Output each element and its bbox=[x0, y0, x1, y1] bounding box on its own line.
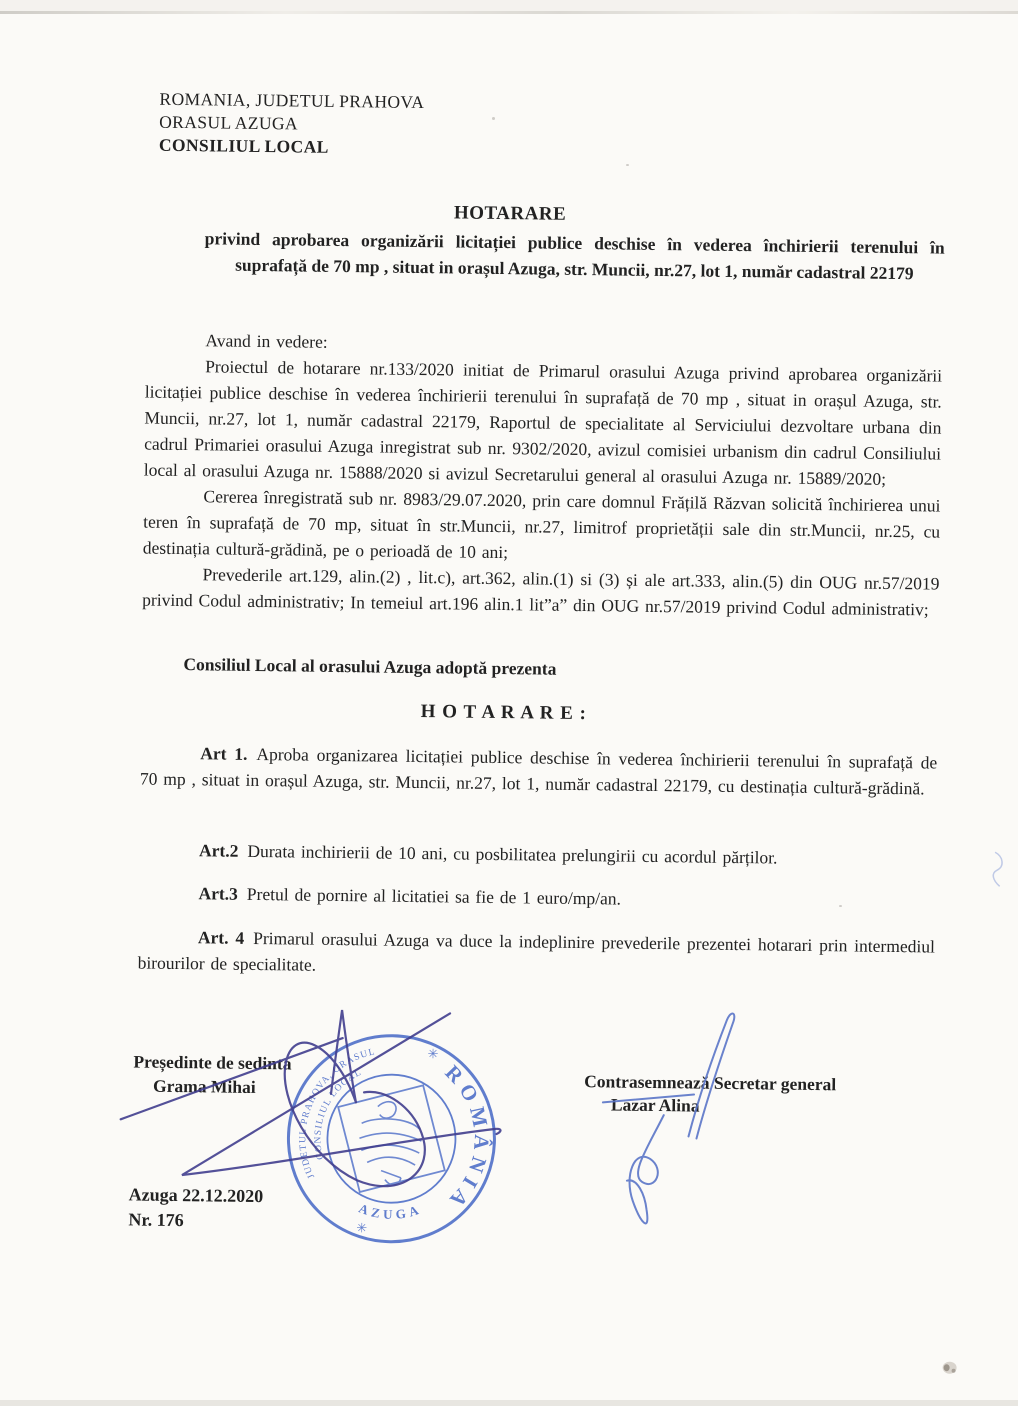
letterhead-country: ROMANIA, JUDETUL PRAHOVA bbox=[159, 88, 425, 113]
stamp-star-bottom: ✳ bbox=[356, 1220, 368, 1236]
stamp-arc-inner-text: CONSILIUL LOCAL bbox=[313, 1067, 364, 1161]
article-1-label: Art 1. bbox=[200, 743, 248, 764]
article-3-text: Pretul de pornire al licitatiei sa fie de 1 euro/mp/an. bbox=[246, 883, 622, 909]
document-subtitle: privind aprobarea organizării licitației publice deschise în vederea închirierii terenului în suprafață de 70 mp , situat in orașul Azuga, str. Muncii, nr.27, lot 1, număr cadastral 22179 bbox=[204, 228, 945, 284]
article-3 bbox=[138, 880, 935, 916]
adoption-line: Consiliul Local al orasului Azuga adoptă prezenta bbox=[183, 654, 557, 679]
article-2-label: Art.2 bbox=[198, 840, 239, 861]
article-3-label: Art.3 bbox=[198, 883, 239, 904]
footer-number: Nr. 176 bbox=[128, 1209, 184, 1231]
document-title: HOTARARE bbox=[453, 202, 567, 225]
president-signature bbox=[120, 1007, 502, 1187]
stamp-country-text: ROMÂNIA bbox=[440, 1060, 495, 1217]
letterhead-city: ORASUL AZUGA bbox=[159, 111, 299, 134]
article-1-text: Aproba organizarea licitației publice deschise în vederea închirierii terenului în suprafață de 70 mp , situat in orașul Azuga, str. Muncii, nr.27, lot 1, număr cadastral 22179, cu destinația cultură-grădină. bbox=[139, 743, 938, 799]
decision-heading: H O T A R A R E : bbox=[420, 701, 588, 725]
letterhead bbox=[159, 88, 425, 160]
preamble-paragraph: Cererea înregistrată sub nr. 8983/29.07.2020, prin care domnul Frățilă Răzvan solicită închirierea unui teren în suprafață de 70 mp, situat în str.Muncii, nr.27, limitrof proprietății sale din str.Muncii, nr.25, cu destinația cultură-grădină, pe o perioadă de 10 ani; bbox=[142, 486, 941, 563]
secretary-name: Lazar Alina bbox=[610, 1094, 700, 1116]
article-4-text: Primarul orasului Azuga va duce la indeplinire prevederile prezentei hotarari prin intermediul birourilor de specialitate. bbox=[137, 927, 936, 975]
preamble-intro: Avand in vedere: bbox=[205, 330, 328, 352]
preamble bbox=[142, 327, 943, 623]
article-2-text: Durata inchirierii de 10 ani, cu posbilitatea prelungirii cu acordul părților. bbox=[247, 840, 778, 868]
svg-text:CONSILIUL LOCAL bbox=[313, 1067, 364, 1161]
preamble-paragraph: Prevederile art.129, alin.(2) , lit.c), art.362, alin.(1) si (3) și ale art.333, alin.(5) din OUG nr.57/2019 privind Codul administrativ; In temeiul art.196 alin.1 lit”a” din OUG nr.57/2019 privind Codul administrativ; bbox=[142, 564, 940, 620]
footer-place-date: Azuga 22.12.2020 bbox=[128, 1184, 264, 1207]
letterhead-council: CONSILIUL LOCAL bbox=[158, 134, 329, 157]
pen-mark bbox=[993, 852, 1002, 886]
svg-text:AZUGA bbox=[357, 1200, 424, 1222]
article-4-label: Art. 4 bbox=[197, 927, 245, 948]
stamp-city-text: AZUGA bbox=[356, 1200, 425, 1222]
stamp-star-top: ✳ bbox=[427, 1046, 439, 1062]
svg-text:JUDETUL PRAHOVA, ORASUL bbox=[298, 1046, 377, 1180]
preamble-paragraph: Proiectul de hotarare nr.133/2020 initiat de Primarul orasului Azuga privind aprobarea organizării licitației publice deschise în vederea închirierii terenului în suprafață de 70 mp , situat in orașul Azuga, str. Muncii, nr.27, lot 1, număr cadastral 22179, Raportul de specialitate al Serviciului dezvoltare urbana din cadrul Primariei orasului Azuga inregistrat sub nr. 9302/2020, avizul comisiei urbanism din cadrul Consiliului local al orasului Azuga nr. 15888/2020 si avizul Secretarului general al orasului Azuga nr. 15889/2020; bbox=[143, 356, 943, 489]
stamp-coat-of-arms-icon bbox=[337, 1084, 446, 1193]
president-name: Grama Mihai bbox=[152, 1075, 256, 1097]
secretary-role: Contrasemnează Secretar general bbox=[584, 1071, 837, 1095]
article-4 bbox=[137, 924, 935, 986]
scan-smudge bbox=[943, 1362, 957, 1374]
svg-text:ROMÂNIA bbox=[439, 1060, 495, 1216]
article-1 bbox=[140, 740, 938, 802]
official-stamp bbox=[287, 1034, 496, 1243]
article-2 bbox=[139, 837, 936, 873]
president-role: Președinte de sedinta bbox=[133, 1051, 292, 1074]
stamp-arc-outer-text: JUDETUL PRAHOVA, ORASUL bbox=[298, 1047, 377, 1180]
secretary-signature bbox=[601, 1012, 734, 1225]
